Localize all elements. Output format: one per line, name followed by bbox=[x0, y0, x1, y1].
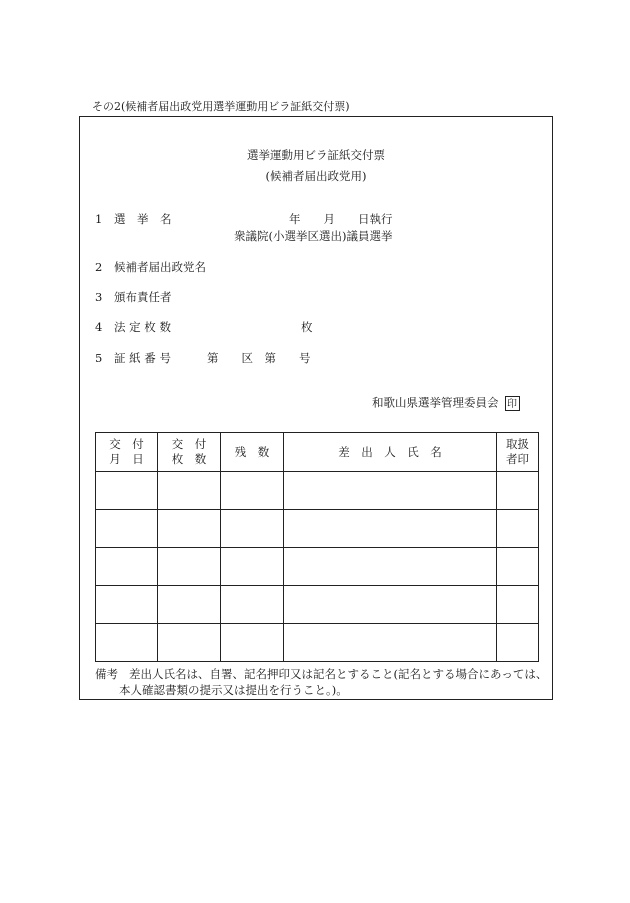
note-line-1 bbox=[95, 669, 547, 681]
table-cell[interactable] bbox=[158, 548, 221, 586]
field-label-election-name: 選 挙 名 bbox=[114, 212, 172, 226]
table-row bbox=[96, 624, 539, 662]
table-cell[interactable] bbox=[284, 586, 497, 624]
table-cell[interactable] bbox=[96, 510, 158, 548]
table-cell[interactable] bbox=[96, 548, 158, 586]
field-label-legal-count: 法 定 枚 数 bbox=[114, 320, 171, 334]
note-text-1: 差出人氏名は、自署、記名押印又は記名とすること(記名とする場合にあっては、 bbox=[128, 667, 548, 681]
table-cell[interactable] bbox=[221, 510, 284, 548]
table-cell[interactable] bbox=[96, 586, 158, 624]
table-cell[interactable] bbox=[497, 548, 539, 586]
table-cell[interactable] bbox=[158, 472, 221, 510]
header-issue-count: 交 付 枚 数 bbox=[158, 433, 221, 472]
note-label: 備考 bbox=[95, 667, 118, 681]
table-row bbox=[96, 586, 539, 624]
table-body bbox=[96, 472, 539, 662]
table-row bbox=[96, 472, 539, 510]
table-row bbox=[96, 548, 539, 586]
form-title: 選挙運動用ビラ証紙交付票 bbox=[247, 148, 385, 162]
field-number-2: 2 bbox=[95, 260, 103, 274]
field-label-stamp-number: 証 紙 番 号 bbox=[114, 351, 171, 365]
table-cell[interactable] bbox=[96, 624, 158, 662]
table-cell[interactable] bbox=[497, 624, 539, 662]
legal-count-unit: 枚 bbox=[301, 320, 313, 334]
table-cell[interactable] bbox=[221, 472, 284, 510]
table-cell[interactable] bbox=[284, 510, 497, 548]
field-number-1: 1 bbox=[95, 212, 103, 226]
header-caption: その2(候補者届出政党用選挙運動用ビラ証紙交付票) bbox=[92, 100, 350, 113]
issuer-line bbox=[372, 396, 520, 411]
table-cell[interactable] bbox=[284, 624, 497, 662]
header-remaining: 残 数 bbox=[221, 433, 284, 472]
issue-table bbox=[95, 432, 539, 662]
field-number-4: 4 bbox=[95, 320, 103, 334]
header-issue-date: 交 付 月 日 bbox=[96, 433, 158, 472]
table-cell[interactable] bbox=[221, 586, 284, 624]
header-handler-seal: 取扱 者印 bbox=[497, 433, 539, 472]
table-header-row bbox=[96, 433, 539, 472]
field-label-distributor: 頒布責任者 bbox=[114, 290, 172, 304]
table-row bbox=[96, 510, 539, 548]
table-cell[interactable] bbox=[284, 548, 497, 586]
note-text-2: 本人確認書類の提示又は提出を行うこと。)。 bbox=[119, 683, 348, 697]
field-number-5: 5 bbox=[95, 351, 103, 365]
table-cell[interactable] bbox=[284, 472, 497, 510]
election-date: 年 月 日執行 bbox=[289, 212, 393, 226]
issuer-name: 和歌山県選挙管理委員会 bbox=[372, 395, 499, 410]
header-submitter-name: 差 出 人 氏 名 bbox=[284, 433, 497, 472]
table-cell[interactable] bbox=[158, 510, 221, 548]
table-cell[interactable] bbox=[497, 510, 539, 548]
field-label-party-name: 候補者届出政党名 bbox=[114, 260, 206, 274]
election-type: 衆議院(小選挙区選出)議員選挙 bbox=[234, 229, 393, 243]
table-cell[interactable] bbox=[221, 624, 284, 662]
form-subtitle: (候補者届出政党用) bbox=[265, 169, 367, 183]
table-cell[interactable] bbox=[96, 472, 158, 510]
stamp-number-value: 第 区 第 号 bbox=[207, 351, 311, 365]
seal-mark: 印 bbox=[505, 396, 520, 411]
table-cell[interactable] bbox=[158, 624, 221, 662]
table-cell[interactable] bbox=[158, 586, 221, 624]
field-number-3: 3 bbox=[95, 290, 103, 304]
table-cell[interactable] bbox=[221, 548, 284, 586]
table-cell[interactable] bbox=[497, 472, 539, 510]
table-cell[interactable] bbox=[497, 586, 539, 624]
